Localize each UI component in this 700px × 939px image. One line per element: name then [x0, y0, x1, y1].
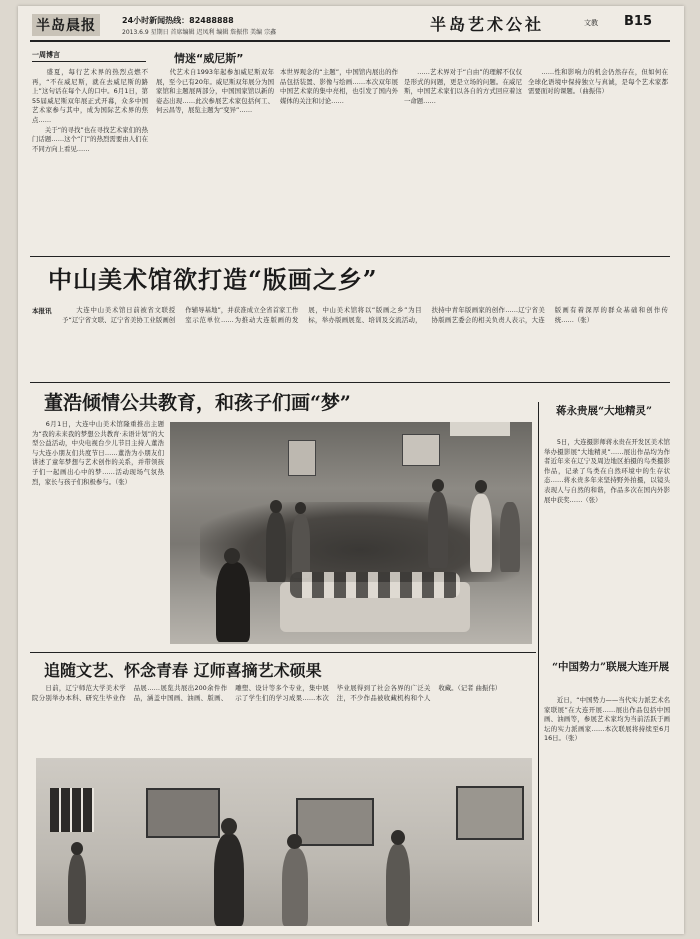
gallery-visitor-head — [221, 818, 237, 835]
weekly-col-5: ……性和影响力的机会仍然存在，但如何在全球化语境中保持独立与真诚，是每个艺术家都需要面对的课题。（曲振伟） — [528, 68, 668, 96]
photo-person — [266, 512, 286, 582]
hotline-text: 24小时新闻热线：82488888 — [122, 16, 234, 25]
weekly-col-3: 本世界观念的“主题”，中国馆内展出的作品包括装置、影像与绘画……本次双年展中国艺术家的集中亮相，也引发了国内外媒体的关注和讨论…… — [280, 68, 398, 105]
newspaper-page — [18, 6, 684, 934]
weekly-label-rule — [32, 61, 146, 62]
photo-children — [290, 572, 460, 598]
gallery-artwork — [146, 788, 220, 838]
masthead — [18, 6, 684, 40]
gallery-visitor-head — [391, 830, 405, 845]
section-divider-1 — [30, 256, 670, 257]
section-subtitle: 文教 — [584, 19, 598, 27]
section-divider-2 — [30, 382, 670, 383]
page-number: B15 — [624, 14, 652, 29]
china-power-headline: “中国势力”联展大连开展 — [552, 661, 670, 673]
editor-meta-line: 2013.6.9 星期日 首席编辑 迟凤利 编辑 詹振伟 美编 宗鑫 — [122, 29, 277, 36]
photo-ceiling-light — [450, 422, 510, 436]
photo-person-head — [270, 500, 282, 513]
gallery-visitor-head — [71, 842, 83, 855]
gallery-photo — [36, 758, 532, 926]
dong-headline: 董浩倾情公共教育，和孩子们画“梦” — [44, 392, 351, 414]
event-photo — [170, 422, 532, 644]
section-title: 半岛艺术公社 — [430, 15, 545, 34]
china-power-story-text: 近日，“中国势力——当代实力派艺术名家联展”在大连开展……展出作品包括中国画、油画等，参展艺术家均为当前活跃于画坛的实力派画家……本次联展将持续至6月16日。（张） — [544, 696, 670, 743]
liaoshi-headline: 追随文艺、怀念青春 辽师喜摘艺术硕果 — [44, 661, 322, 680]
photo-person — [216, 562, 250, 642]
weekly-col-1: 盛夏，每行艺术界的热烈点燃不再，“不在威尼斯，就在去威尼斯的路上”这句话在每个人的口中。6月1日，第55届威尼斯双年展正式开幕，众多中国艺术家参与其中，成为国际艺术界的焦点…… 关于“的寻找”也在寻找艺术家们的热门话题……这个“门”的热烈需要由人们在不同方向上看见…… — [32, 68, 148, 153]
liaoshi-story-text: 日前，辽宁师范大学美术学院分别举办本科、研究生毕业作品展……展览共展出200余件作品，涵盖中国画、油画、版画、雕塑、设计等多个专业，集中展示了学生们的学习成果……本次毕业展得到了社会各界的广泛关注，不少作品被收藏机构和个人收藏。（记者 曲振伟） — [32, 684, 502, 702]
photo-person — [500, 502, 520, 572]
gallery-visitor — [386, 844, 410, 926]
photo-wall-painting — [402, 434, 440, 466]
gallery-visitor-head — [287, 834, 302, 849]
photo-person-head — [475, 480, 487, 493]
main-story-text: 大连中山美术馆日前被省文联授予“辽宁省文联、辽宁省美协工业版画创作辅导基地”，并获准成立全省首家工作室示范单位……为推动大连版画的发展，中山美术馆将以“版画之乡”为目标，举办版画展览、培训及交流活动，扶持中青年版画家的创作……辽宁省美协版画艺委会的相关负责人表示，大连版画有着深厚的群众基础和创作传统……（张） — [62, 306, 668, 324]
gallery-artwork — [456, 786, 524, 840]
weekly-col-4: ……艺术界对于“自由”的理解不仅仅是形式的问题，更是立场的问题。在威尼斯，中国艺术家们以各自的方式回应着这一命题…… — [404, 68, 522, 105]
jiang-story-text: 5日，大连摄影师蒋永贵在开发区美术馆举办摄影展“大地精灵”……展出作品均为作者近年来在辽宁及周边地区拍摄的鸟类摄影作品，记录了鸟类在自然环境中的生存状态……蒋永贵多年来坚持野外拍摄，以镜头表现人与自然的和谐，作品多次在国内外影展中获奖……（张） — [544, 438, 670, 504]
main-story-lead: 本报讯 — [32, 307, 52, 315]
weekly-column-label: 一周博言 — [32, 51, 60, 59]
gallery-visitor — [214, 834, 244, 926]
gallery-visitor — [282, 848, 308, 926]
photo-person — [292, 514, 310, 578]
weekly-column-title: 情迷“威尼斯” — [174, 52, 244, 65]
photo-person-head — [224, 548, 240, 564]
sidebar-vertical-rule — [538, 402, 539, 922]
photo-person — [470, 494, 492, 572]
newspaper-logo: 半岛晨报 — [32, 14, 100, 36]
gallery-artwork — [296, 798, 374, 846]
section-divider-3 — [30, 652, 536, 653]
gallery-artwork-grid — [50, 788, 94, 832]
photo-wall-painting — [288, 440, 316, 476]
photo-person-head — [432, 479, 444, 492]
dong-story-text: 6月1日，大连中山美术馆隆重推出主题为“我的未来我的梦想公共教育·未语计划”的大型公益活动，中央电视台少儿节目主持人董浩与大连小朋友们共度节日……董浩为小朋友们讲述了童年梦想与艺术创作的关系，并带领孩子们一起画出心中的梦……活动现场气氛热烈，家长与孩子们积极参与。（张） — [32, 420, 164, 486]
jiang-headline: 蒋永贵展“大地精灵” — [556, 405, 653, 417]
gallery-visitor — [68, 854, 86, 924]
photo-person-head — [295, 502, 306, 514]
main-headline: 中山美术馆欲打造“版画之乡” — [48, 265, 378, 294]
photo-person — [428, 492, 448, 568]
weekly-col-2: 代艺术自1993年起参加威尼斯双年展，至今已有20年。威尼斯双年展分为国家馆和主题展两部分，中国国家馆以新的姿态出现……此次参展艺术家包括何工、何云昌等，展览主题为“变异”…… — [156, 68, 274, 115]
masthead-rule — [30, 40, 670, 42]
